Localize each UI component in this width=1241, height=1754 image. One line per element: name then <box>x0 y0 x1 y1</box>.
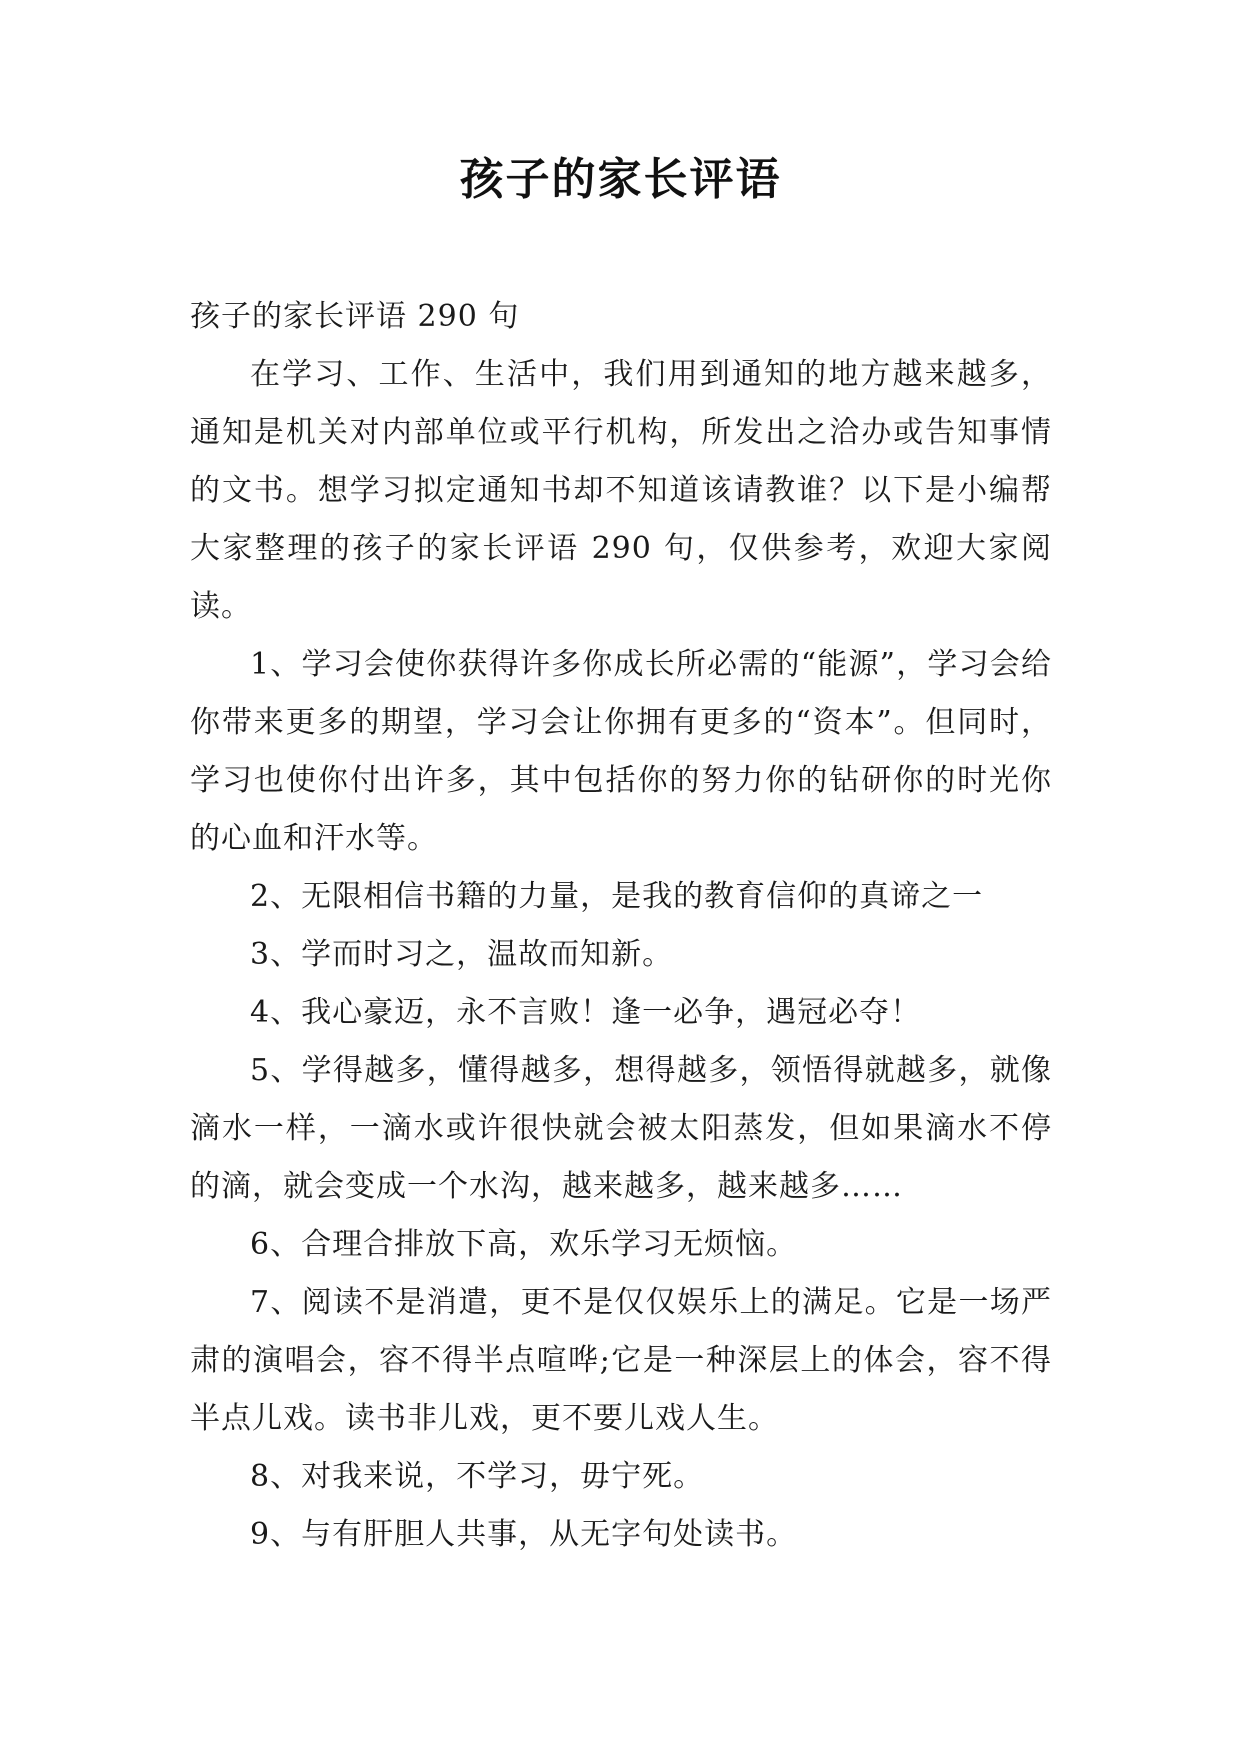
comment-item-1: 1、学习会使你获得许多你成长所必需的“能源”，学习会给你带来更多的期望，学习会让你拥有更多的“资本”。但同时，学习也使你付出许多，其中包括你的努力你的钻研你的时光你的心血和汗水等。 <box>190 647 1052 856</box>
comment-item-7: 7、阅读不是消遣，更不是仅仅娱乐上的满足。它是一场严肃的演唱会，容不得半点喧哗;它是一种深层上的体会，容不得半点儿戏。读书非儿戏，更不要儿戏人生。 <box>190 1285 1052 1436</box>
document-subtitle: 孩子的家长评语 290 句 <box>190 299 520 334</box>
comment-item-3: 3、学而时习之，温故而知新。 <box>250 937 674 972</box>
comment-item-2: 2、无限相信书籍的力量，是我的教育信仰的真谛之一 <box>250 879 984 914</box>
intro-paragraph: 在学习、工作、生活中，我们用到通知的地方越来越多，通知是机关对内部单位或平行机构，所发出之洽办或告知事情的文书。想学习拟定通知书却不知道该请教谁？以下是小编帮大家整理的孩子的家长评语 290 句，仅供参考，欢迎大家阅读。 <box>190 357 1052 624</box>
comment-item-5: 5、学得越多，懂得越多，想得越多，领悟得就越多，就像滴水一样，一滴水或许很快就会被太阳蒸发，但如果滴水不停的滴，就会变成一个水沟，越来越多，越来越多…… <box>190 1053 1052 1204</box>
comment-item-4: 4、我心豪迈，永不言败！逢一必争，遇冠必夺！ <box>250 995 922 1030</box>
comment-item-9: 9、与有肝胆人共事，从无字句处读书。 <box>250 1517 798 1552</box>
comment-item-8: 8、对我来说，不学习，毋宁死。 <box>250 1459 705 1494</box>
document-title: 孩子的家长评语 <box>459 154 782 205</box>
document-body <box>190 288 1052 1564</box>
comment-item-6: 6、合理合排放下高，欢乐学习无烦恼。 <box>250 1227 798 1262</box>
